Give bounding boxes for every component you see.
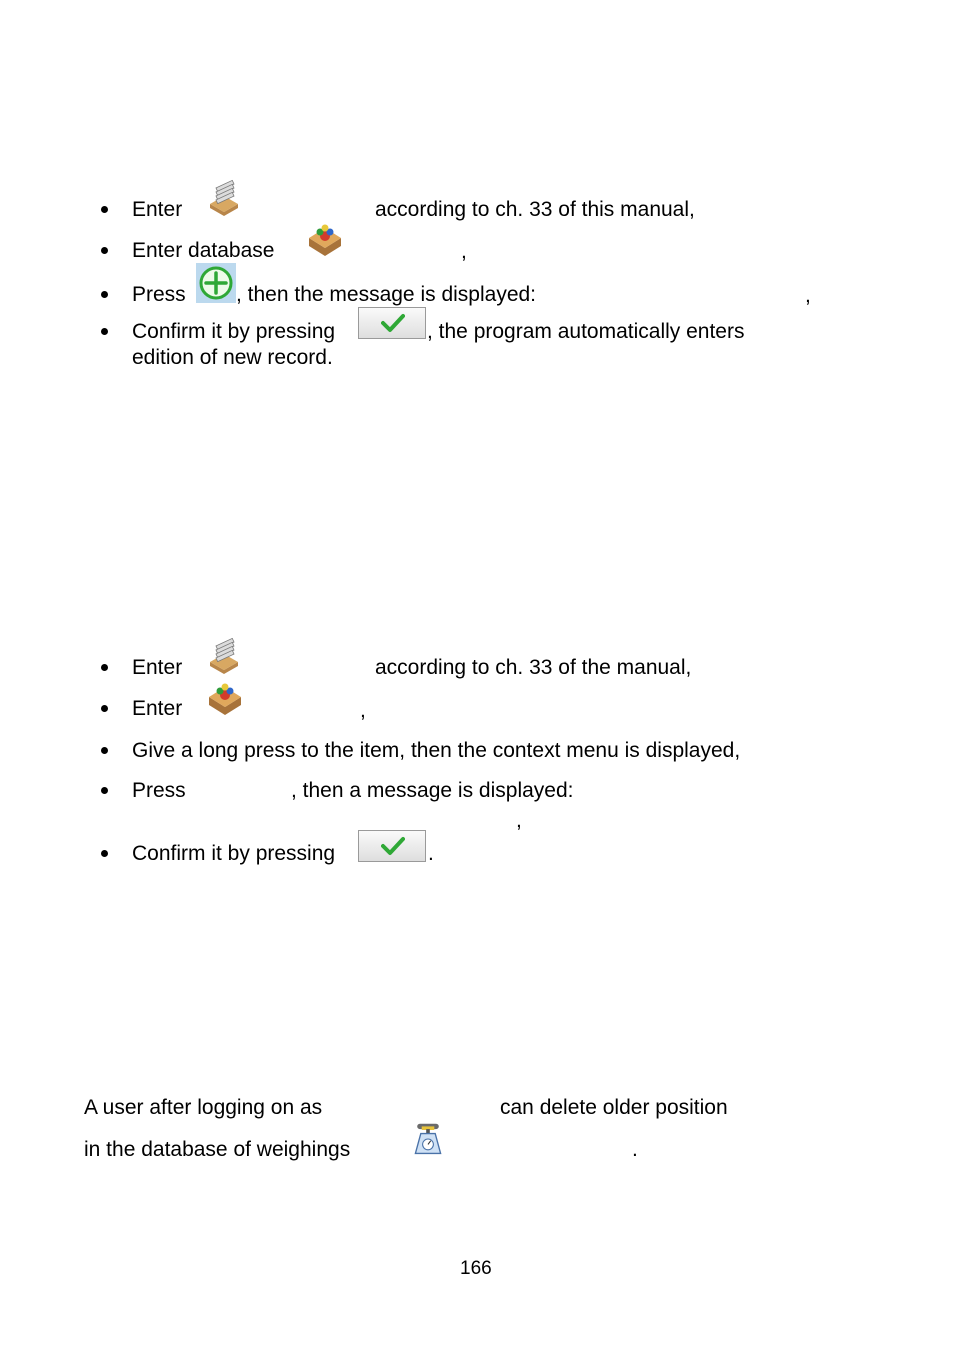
confirm-button[interactable] [358,830,426,862]
step-text: , then the message is displayed: [236,283,537,306]
step-text: Enter [132,656,183,679]
scale-icon[interactable] [410,1120,446,1158]
punctuation: . [632,1138,638,1161]
bullet [101,664,108,671]
step-text: Enter [132,697,183,720]
checkmark-icon [381,313,405,333]
punctuation: , [461,240,467,263]
bullet [101,328,108,335]
bullet [101,747,108,754]
step-text: , the program automatically enters [427,320,745,343]
checkmark-icon [381,836,405,856]
step-text: Confirm it by pressing [132,320,336,343]
step-text: according to ch. 33 of this manual, [375,198,695,221]
punctuation: . [428,842,434,865]
bullet [101,850,108,857]
database-stack-icon[interactable] [204,178,244,218]
paragraph-text: in the database of weighings [84,1138,351,1161]
database-stack-icon[interactable] [204,636,244,676]
database-box-icon[interactable] [305,220,345,260]
bullet [101,787,108,794]
step-text: Confirm it by pressing [132,842,336,865]
punctuation: , [516,809,522,832]
bullet [101,705,108,712]
confirm-button[interactable] [358,307,426,339]
step-text: Press [132,779,186,802]
add-circle-icon[interactable] [196,263,236,303]
punctuation: , [805,284,811,307]
punctuation: , [360,699,366,722]
bullet [101,206,108,213]
bullet [101,291,108,298]
step-text: Press [132,283,186,306]
step-text: edition of new record. [132,346,333,369]
database-box-icon[interactable] [205,679,245,719]
paragraph-text: A user after logging on as [84,1096,323,1119]
paragraph-text: can delete older position [500,1096,728,1119]
step-text: , then a message is displayed: [291,779,574,802]
bullet [101,247,108,254]
step-text: Give a long press to the item, then the context menu is displayed, [132,739,741,762]
page-number: 166 [460,1258,492,1279]
step-text: Enter [132,198,183,221]
step-text: Enter database [132,239,275,262]
step-text: according to ch. 33 of the manual, [375,656,692,679]
